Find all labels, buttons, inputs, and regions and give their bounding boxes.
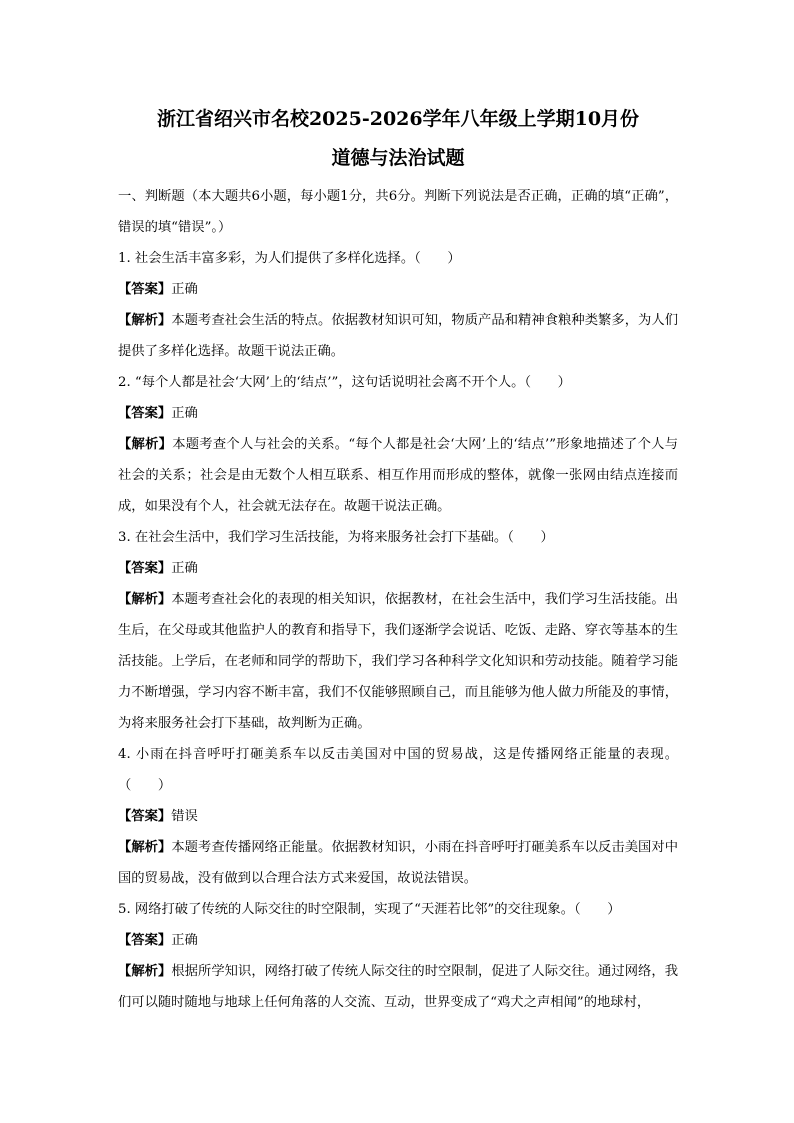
- question-stem: 2. “每个人都是社会‘大网’上的‘结点’”，这句话说明社会离不开个人。（ ）: [118, 375, 571, 390]
- analysis-paragraph: [118, 305, 678, 367]
- document-page: [118, 100, 678, 1018]
- answer-tag: 【答案】: [118, 933, 172, 948]
- answer-tag: 【答案】: [118, 406, 172, 421]
- question-stem: 1. 社会生活丰富多彩，为人们提供了多样化选择。（ ）: [118, 251, 461, 266]
- answer-line: [118, 925, 678, 956]
- analysis-text: 本题考查社会化的表现的相关知识，依据教材，在社会生活中，我们学习生活技能。出生后，在父母或其他监护人的教育和指导下，我们逐渐学会说话、吃饭、走路、穿衣等基本的生活技能。上学后，在老师和同学的帮助下，我们学习各种科学文化知识和劳动技能。随着学习能力不断增强，学习内容不断丰富，我们不仅能够照顾自己，而且能够为他人做力所能及的事情，为将来服务社会打下基础，故判断为正确。: [118, 592, 679, 731]
- analysis-text: 本题考查社会生活的特点。依据教材知识可知，物质产品和精神食粮种类繁多，为人们提供了多样化选择。故题干说法正确。: [118, 313, 679, 359]
- answer-line: [118, 553, 678, 584]
- answer-value: 正确: [171, 282, 198, 297]
- question-1: [118, 243, 678, 367]
- answer-tag: 【答案】: [118, 809, 172, 824]
- question-stem: 4. 小雨在抖音呼吁打砸美系车以反击美国对中国的贸易战，这是传播网络正能量的表现。（ ）: [118, 747, 678, 793]
- analysis-paragraph: [118, 832, 678, 894]
- answer-value: 错误: [171, 809, 198, 824]
- analysis-paragraph: [118, 956, 678, 1018]
- question-stem: 3. 在社会生活中，我们学习生活技能，为将来服务社会打下基础。（ ）: [118, 530, 554, 545]
- question-4: [118, 739, 678, 894]
- question-2: [118, 367, 678, 522]
- answer-value: 正确: [171, 406, 198, 421]
- section-header: 一、判断题（本大题共6小题，每小题1分，共6分。判断下列说法是否正确，正确的填“正确”，错误的填“错误”。）: [118, 189, 678, 235]
- analysis-tag: 【解析】: [118, 592, 172, 607]
- analysis-tag: 【解析】: [118, 437, 173, 452]
- analysis-paragraph: [118, 429, 678, 522]
- answer-line: [118, 801, 678, 832]
- answer-tag: 【答案】: [118, 282, 172, 297]
- document-title-line2: 道德与法治试题: [331, 147, 465, 169]
- question-stem: 5. 网络打破了传统的人际交往的时空限制，实现了“天涯若比邻”的交往现象。（ ）: [118, 902, 621, 917]
- analysis-paragraph: [118, 584, 678, 739]
- analysis-text: 根据所学知识，网络打破了传统人际交往的时空限制，促进了人际交往。通过网络，我们可以随时随地与地球上任何角落的人交流、互动，世界变成了“鸡犬之声相闻”的地球村，: [118, 964, 679, 1010]
- question-5: [118, 894, 678, 1018]
- answer-line: [118, 398, 678, 429]
- answer-value: 正确: [171, 561, 198, 576]
- analysis-tag: 【解析】: [118, 964, 172, 979]
- answer-value: 正确: [171, 933, 198, 948]
- analysis-tag: 【解析】: [118, 840, 172, 855]
- question-3: [118, 522, 678, 739]
- document-title-line1: 浙江省绍兴市名校2025-2026学年八年级上学期10月份: [156, 108, 640, 130]
- analysis-text: 本题考查个人与社会的关系。“每个人都是社会‘大网’上的‘结点’”形象地描述了个人与社会的关系；社会是由无数个人相互联系、相互作用而形成的整体，就像一张网由结点连接而成，如果没有个人，社会就无法存在。故题干说法正确。: [118, 437, 678, 514]
- analysis-tag: 【解析】: [118, 313, 172, 328]
- answer-line: [118, 274, 678, 305]
- answer-tag: 【答案】: [118, 561, 172, 576]
- analysis-text: 本题考查传播网络正能量。依据教材知识，小雨在抖音呼吁打砸美系车以反击美国对中国的贸易战，没有做到以合理合法方式来爱国，故说法错误。: [118, 840, 679, 886]
